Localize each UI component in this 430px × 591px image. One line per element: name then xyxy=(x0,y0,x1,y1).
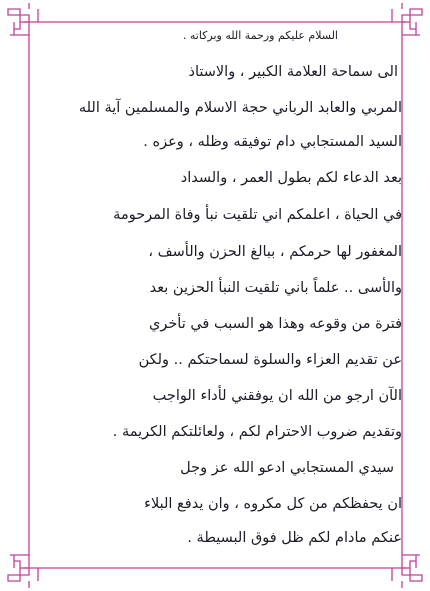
letter-line-5: بعد الدعاء لكم بطول العمر ، والسداد xyxy=(180,170,402,186)
letter-line-2: الى سماحة العلامة الكبير ، والاستاذ xyxy=(188,64,398,80)
letter-line-12: وتقديم ضروب الاحترام لكم ، ولعائلتكم الكريمة . xyxy=(112,424,402,440)
letter-line-13: سيدي المستجابي ادعو الله عز وجل xyxy=(180,460,394,476)
letter-line-8: والأسى .. علماً باني تلقيت النبأ الحزين بعد xyxy=(149,280,402,296)
letter-line-15: عنكم مادام لكم ظل فوق البسيطة . xyxy=(187,530,402,546)
letter-line-6: في الحياة ، اعلمكم اني تلقيت نبأ وفاة المرحومة xyxy=(113,207,402,223)
letter-line-10: عن تقديم العزاء والسلوة لسماحتكم .. ولكن xyxy=(138,352,402,368)
letter-line-11: الآن ارجو من الله ان يوفقني لأداء الواجب xyxy=(152,388,402,404)
letter-line-4: السيد المستجابي دام توفيقه وظله ، وعزه . xyxy=(143,134,402,150)
salutation-line: السلام عليكم ورحمة الله وبركاته . xyxy=(182,29,338,42)
letter-line-7: المغفور لها حرمكم ، ببالغ الحزن والأسف ، xyxy=(148,244,402,260)
letter-line-3: المربي والعابد الرباني حجة الاسلام والمسلمين آية الله xyxy=(78,100,402,116)
letter-line-9: فترة من وقوعه وهذا هو السبب في تأخري xyxy=(148,316,402,332)
letter-line-14: ان يحفظكم من كل مكروه ، وان يدفع البلاء xyxy=(144,496,402,512)
